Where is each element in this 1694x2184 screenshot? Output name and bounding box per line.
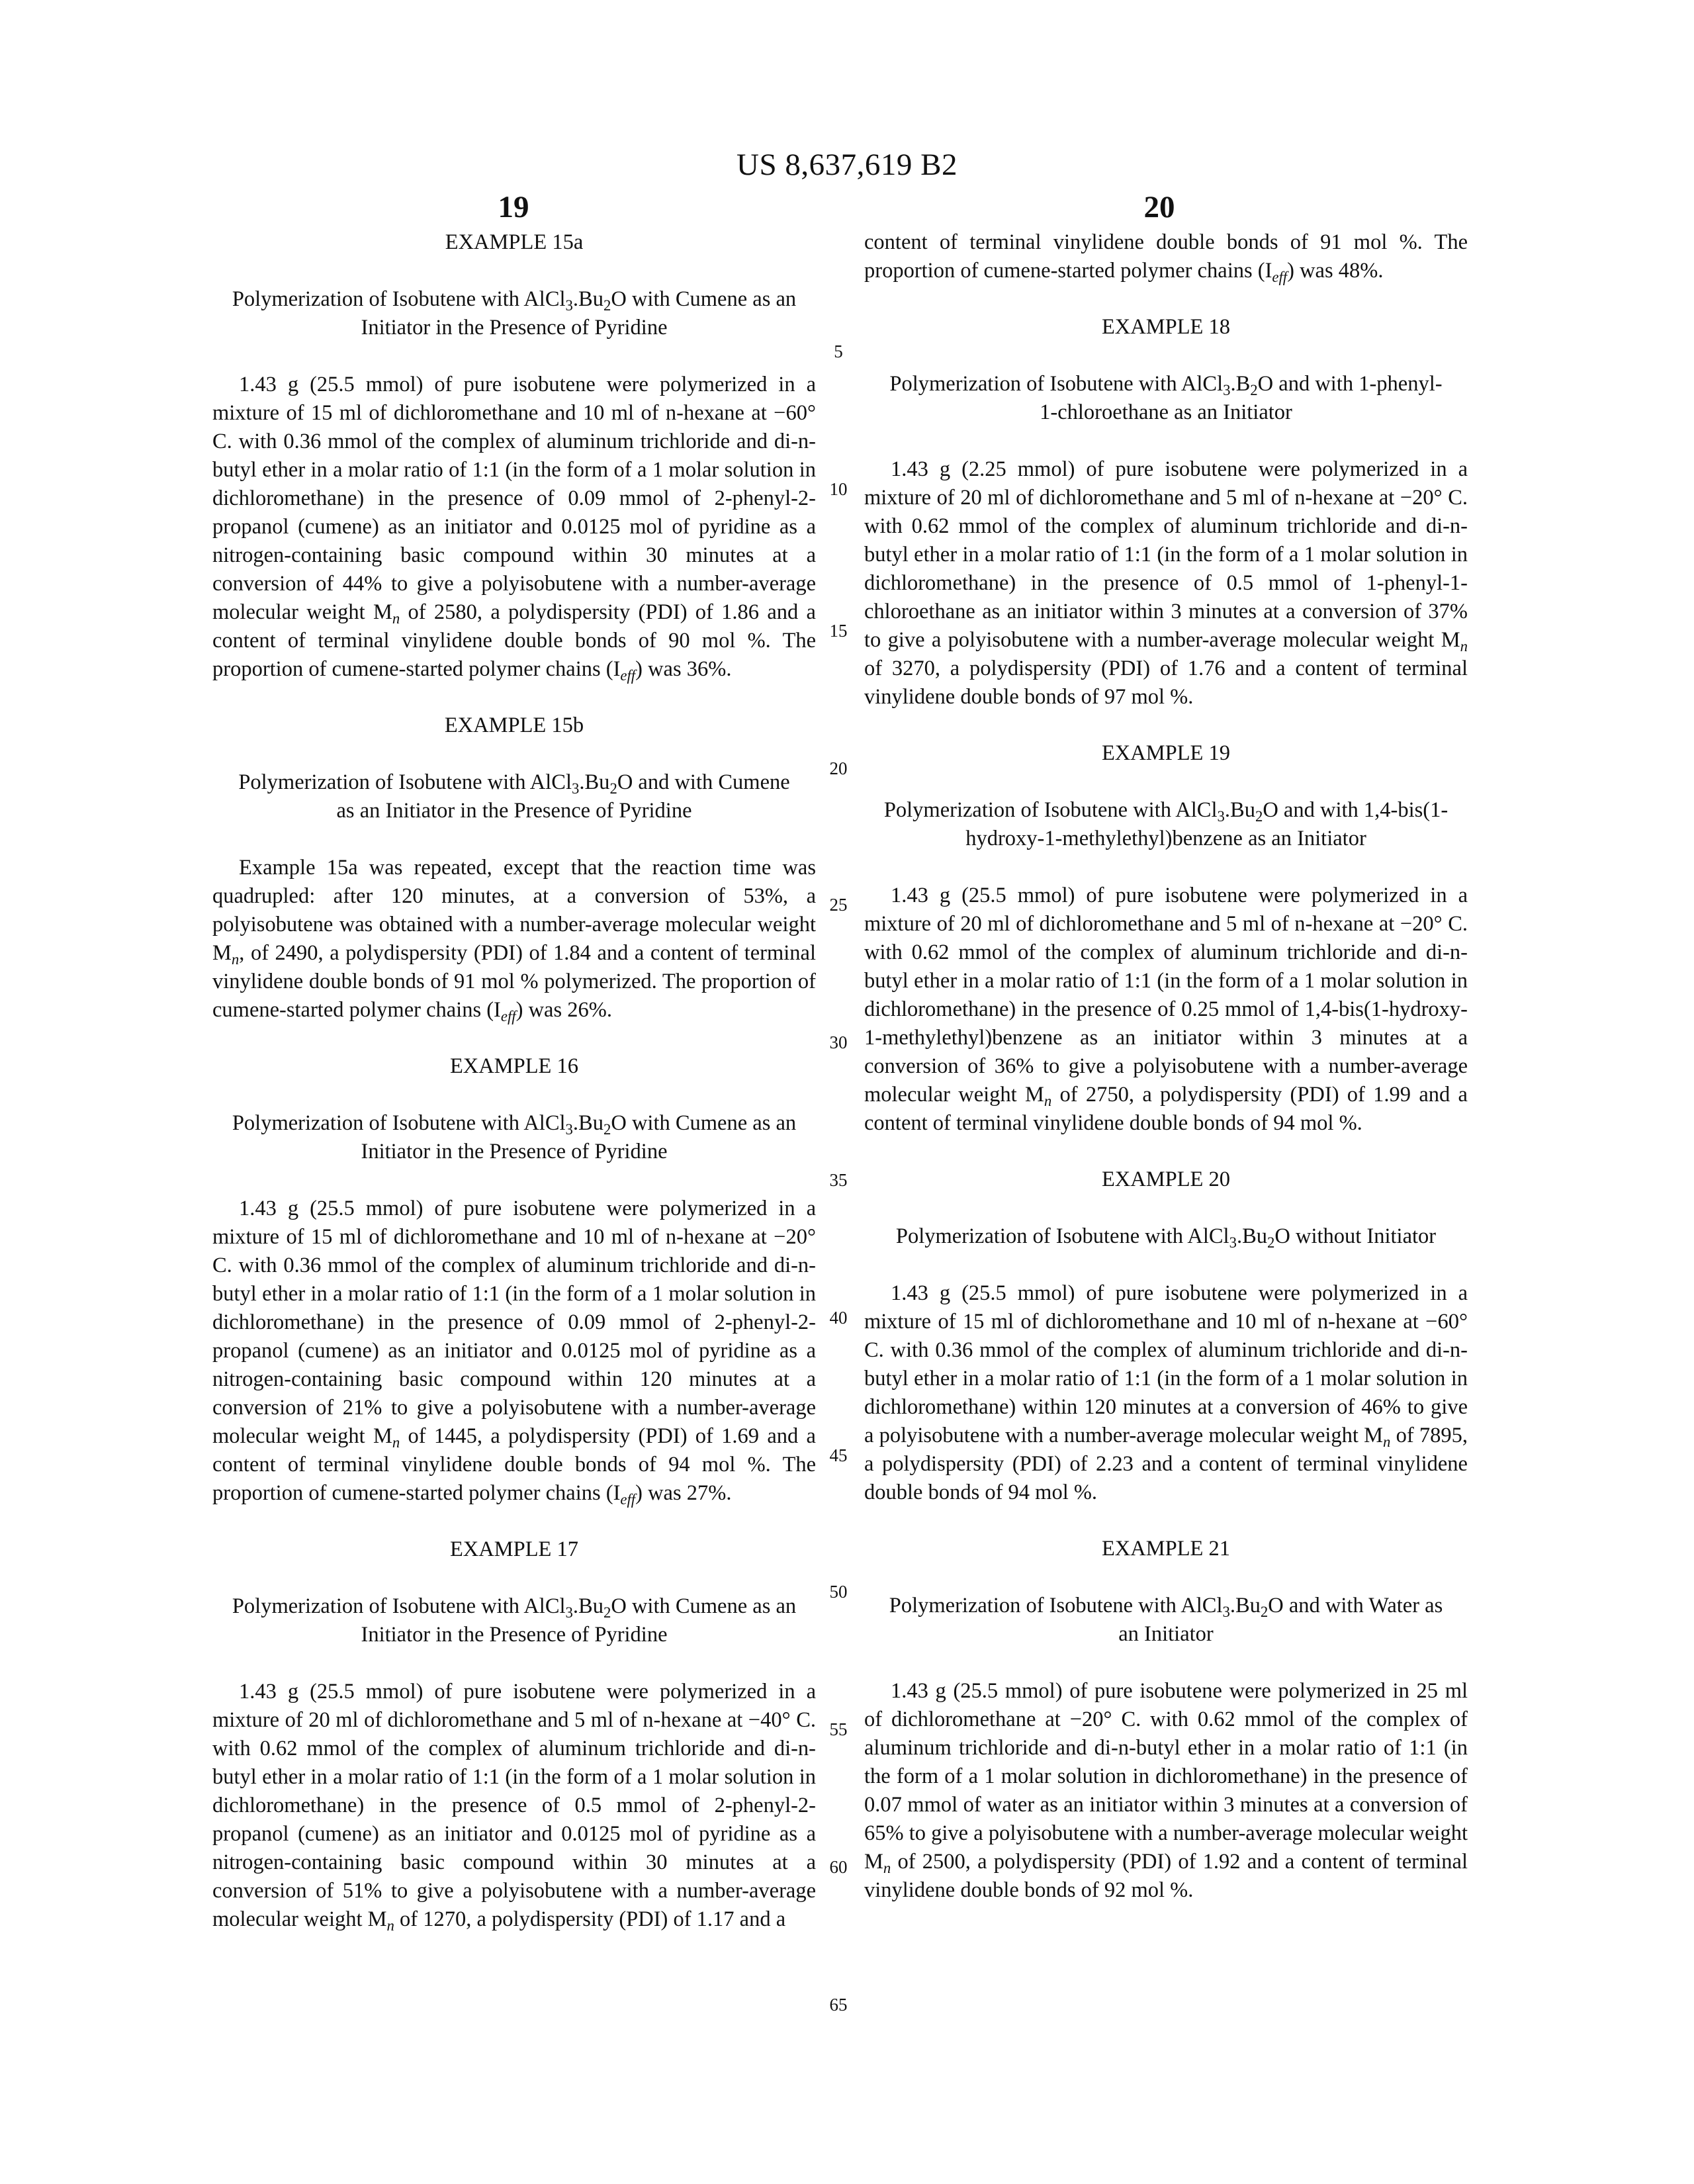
line-number: 25 <box>829 895 848 915</box>
example-19-body: 1.43 g (25.5 mmol) of pure isobutene were polymerized in a mixture of 20 ml of dichloromethane and 5 ml of n-hexane at −20° C. with 0.62 mmol of the complex of aluminum trichloride and di-n-butyl ether in a molar ratio of 1:1 (in the form of a 1 molar solution in dichloromethane) in the presence of 0.25 mmol of 1,4-bis(1-hydroxy-1-methylethyl)benzene as an initiator within 3 minutes at a conversion of 36% to give a polyisobutene with a number-average molecular weight $M_n$ of 2750, a polydispersity (PDI) of 1.99 and a content of terminal vinylidene double bonds of 94 mol %. <box>864 884 1468 1135</box>
example-18-heading: EXAMPLE 18 <box>1101 315 1231 339</box>
line-number: 60 <box>829 1857 848 1877</box>
example-18-title: Polymerization of Isobutene with $AlCl_3.B_2O$ and with 1-phenyl-1-chloroethane as an Initiator <box>889 372 1443 424</box>
example-15a-body: 1.43 g (25.5 mmol) of pure isobutene were polymerized in a mixture of 15 ml of dichloromethane and 10 ml of n-hexane at −60° C. with 0.36 mmol of the complex of aluminum trichloride and di-n-butyl ether in a molar ratio of 1:1 (in the form of a 1 molar solution in dichloromethane) in the presence of 0.09 mmol of 2-phenyl-2-propanol (cumene) as an initiator and 0.0125 mol of pyridine as a nitrogen-containing basic compound within 30 minutes at a conversion of 44% to give a polyisobutene with a number-average molecular weight $M_n$ of 2580, a polydispersity (PDI) of 1.86 and a content of terminal vinylidene double bonds of 90 mol %. The proportion of cumene-started polymer chains $(I_{eff})$ was 36%. <box>212 373 816 684</box>
example-15a-title: Polymerization of Isobutene with $AlCl_3.Bu_2O$ with Cumene as an Initiator in the Presence of Pyridine <box>232 287 797 340</box>
example-20-title: Polymerization of Isobutene with $AlCl_3.Bu_2O$ without Initiator <box>895 1224 1437 1251</box>
line-number: 40 <box>829 1308 848 1328</box>
example-19-title: Polymerization of Isobutene with $AlCl_3.Bu_2O$ and with 1,4-bis(1-hydroxy-1-methylethyl)benzene as an Initiator <box>883 798 1449 850</box>
example-16-heading: EXAMPLE 16 <box>449 1054 579 1078</box>
line-number: 5 <box>834 341 843 361</box>
line-number: 10 <box>829 479 848 499</box>
example-21-heading: EXAMPLE 21 <box>1101 1537 1231 1561</box>
example-17-title: Polymerization of Isobutene with $AlCl_3.Bu_2O$ with Cumene as an Initiator in the Presence of Pyridine <box>232 1594 797 1647</box>
line-number: 45 <box>829 1445 848 1465</box>
example-17-body: 1.43 g (25.5 mmol) of pure isobutene were polymerized in a mixture of 20 ml of dichloromethane and 5 ml of n-hexane at −40° C. with 0.62 mmol of the complex of aluminum trichloride and di-n-butyl ether in a molar ratio of 1:1 (in the form of a 1 molar solution in dichloromethane) in the presence of 0.5 mmol of 2-phenyl-2-propanol (cumene) as an initiator and 0.0125 mol of pyridine as a nitrogen-containing basic compound within 30 minutes at a conversion of 51% to give a polyisobutene with a number-average molecular weight $M_n$ of 1270, a polydispersity (PDI) of 1.17 and a <box>212 1680 816 1934</box>
example-15a-heading: EXAMPLE 15a <box>445 230 584 254</box>
line-number: 65 <box>829 1995 848 2015</box>
example-20-body: 1.43 g (25.5 mmol) of pure isobutene were polymerized in a mixture of 15 ml of dichloromethane and 10 ml of n-hexane at −60° C. with 0.36 mmol of the complex of aluminum trichloride and di-n-butyl ether in a molar ratio of 1:1 (in the form of a 1 molar solution in dichloromethane) within 120 minutes at a conversion of 46% to give a polyisobutene with a number-average molecular weight $M_n$ of 7895, a polydispersity (PDI) of 2.23 and a content of terminal vinylidene double bonds of 94 mol %. <box>864 1281 1468 1504</box>
example-19-heading: EXAMPLE 19 <box>1101 741 1231 765</box>
page-number-left: 19 <box>498 190 529 224</box>
example-16-title: Polymerization of Isobutene with $AlCl_3.Bu_2O$ with Cumene as an Initiator in the Presence of Pyridine <box>232 1111 797 1163</box>
example-20-heading: EXAMPLE 20 <box>1101 1167 1231 1191</box>
left-column <box>212 228 816 1934</box>
line-number: 50 <box>829 1582 848 1602</box>
line-number: 55 <box>829 1719 848 1739</box>
example-17-continued: content of terminal vinylidene double bonds of 91 mol %. The proportion of cumene-started polymer chains $(I_{eff})$ was 48%. <box>864 230 1468 285</box>
line-number: 35 <box>829 1170 848 1190</box>
line-number: 15 <box>829 621 848 641</box>
example-15b-heading: EXAMPLE 15b <box>444 713 584 737</box>
example-16-body: 1.43 g (25.5 mmol) of pure isobutene were polymerized in a mixture of 15 ml of dichloromethane and 10 ml of n-hexane at −20° C. with 0.36 mmol of the complex of aluminum trichloride and di-n-butyl ether in a molar ratio of 1:1 (in the form of a 1 molar solution in dichloromethane) in the presence of 0.09 mmol of 2-phenyl-2-propanol (cumene) as an initiator and 0.0125 mol of pyridine as a nitrogen-containing basic compound within 120 minutes at a conversion of 21% to give a polyisobutene with a number-average molecular weight $M_n$ of 1445, a polydispersity (PDI) of 1.69 and a content of terminal vinylidene double bonds of 94 mol %. The proportion of cumene-started polymer chains $(I_{eff})$ was 27%. <box>212 1197 816 1508</box>
right-column <box>864 228 1468 1905</box>
example-15b-body: Example 15a was repeated, except that the reaction time was quadrupled: after 120 minutes, at a conversion of 53%, a polyisobutene was obtained with a number-average molecular weight $M_n$, of 2490, a polydispersity (PDI) of 1.84 and a content of terminal vinylidene double bonds of 91 mol % polymerized. The proportion of cumene-started polymer chains $(I_{eff})$ was 26%. <box>212 856 816 1024</box>
example-18-body: 1.43 g (2.25 mmol) of pure isobutene were polymerized in a mixture of 20 ml of dichloromethane and 5 ml of n-hexane at −20° C. with 0.62 mmol of the complex of aluminum trichloride and di-n-butyl ether in a molar ratio of 1:1 (in the form of a 1 molar solution in dichloromethane) in the presence of 0.5 mmol of 1-phenyl-1-chloroethane as an initiator within 3 minutes at a conversion of 37% to give a polyisobutene with a number-average molecular weight $M_n$ of 3270, a polydispersity (PDI) of 1.76 and a content of terminal vinylidene double bonds of 97 mol %. <box>864 457 1468 709</box>
example-21-title: Polymerization of Isobutene with $AlCl_3.Bu_2O$ and with Water as an Initiator <box>889 1594 1443 1646</box>
example-15b-title: Polymerization of Isobutene with $AlCl_3.Bu_2O$ and with Cumene as an Initiator in the Presence of Pyridine <box>238 770 790 823</box>
example-17-heading: EXAMPLE 17 <box>449 1537 579 1561</box>
page-number-right: 20 <box>1143 190 1175 224</box>
line-number: 30 <box>829 1032 848 1052</box>
patent-number: US 8,637,619 B2 <box>736 148 958 182</box>
line-number: 20 <box>829 758 848 778</box>
example-21-body: 1.43 g (25.5 mmol) of pure isobutene were polymerized in 25 ml of dichloromethane at −20° C. with 0.62 mmol of the complex of aluminum trichloride and di-n-butyl ether in a molar ratio of 1:1 (in the form of a 1 molar solution in dichloromethane) in the presence of 0.07 mmol of water as an initiator within 3 minutes at a conversion of 65% to give a polyisobutene with a number-average molecular weight $M_n$ of 2500, a polydispersity (PDI) of 1.92 and a content of terminal vinylidene double bonds of 92 mol %. <box>864 1679 1468 1902</box>
